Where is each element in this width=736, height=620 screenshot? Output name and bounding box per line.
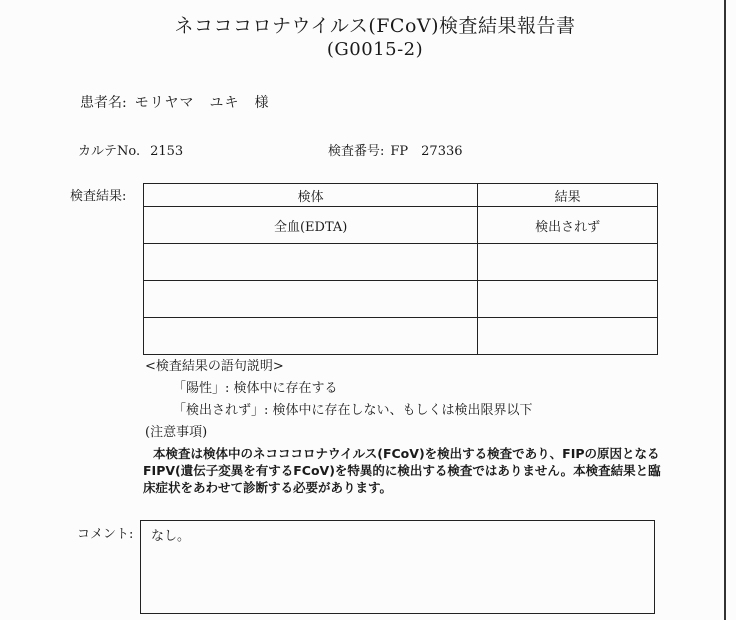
header-result: 結果 xyxy=(478,184,658,207)
terms-heading: <検査結果の語句説明> xyxy=(145,359,284,374)
chart-number-value: 2153 xyxy=(150,144,184,159)
terms-explanation xyxy=(145,356,533,444)
table-row xyxy=(144,207,658,244)
test-number-field xyxy=(328,140,463,159)
table-row xyxy=(144,318,658,355)
scan-edge-line xyxy=(724,0,726,620)
report-title xyxy=(140,14,610,62)
comment-box xyxy=(140,520,655,614)
result-cell xyxy=(478,244,658,281)
result-cell: 検出されず xyxy=(478,207,658,244)
report-title-main: ネコココロナウイルス(FCoV)検査結果報告書 xyxy=(174,15,576,37)
specimen-cell: 全血(EDTA) xyxy=(144,207,478,244)
header-specimen: 検体 xyxy=(144,184,478,207)
test-number-value: FP 27336 xyxy=(390,144,463,159)
comment-text: なし。 xyxy=(151,529,191,544)
chart-number-label: カルテNo. xyxy=(78,144,141,159)
specimen-cell xyxy=(144,318,478,355)
comment-label: コメント: xyxy=(77,527,134,542)
notes-heading: (注意事項) xyxy=(145,425,208,440)
notes-body: 本検査は検体中のネコココロナウイルス(FCoV)を検出する検査であり、FIPの原因となるFIPV(遺伝子変異を有するFCoV)を特異的に検出する検査ではありません。本検査結果と臨床症状をあわせて診断する必要があります。 xyxy=(143,446,661,495)
result-cell xyxy=(478,281,658,318)
term-not-detected: 「検出されず」: 検体中に存在しない、もしくは検出限界以下 xyxy=(173,403,533,418)
results-header-row xyxy=(144,184,658,207)
patient-label: 患者名: xyxy=(80,95,127,111)
results-table xyxy=(143,183,658,355)
report-code: (G0015-2) xyxy=(326,39,424,60)
table-row xyxy=(144,244,658,281)
results-label: 検査結果: xyxy=(70,189,127,204)
result-cell xyxy=(478,318,658,355)
term-positive: 「陽性」: 検体中に存在する xyxy=(173,381,338,396)
test-number-label: 検査番号: xyxy=(328,144,385,159)
specimen-cell xyxy=(144,244,478,281)
specimen-cell xyxy=(144,281,478,318)
patient-field xyxy=(80,92,269,112)
chart-number-field xyxy=(78,140,183,159)
patient-name: モリヤマ ユキ 様 xyxy=(134,95,270,111)
table-row xyxy=(144,281,658,318)
